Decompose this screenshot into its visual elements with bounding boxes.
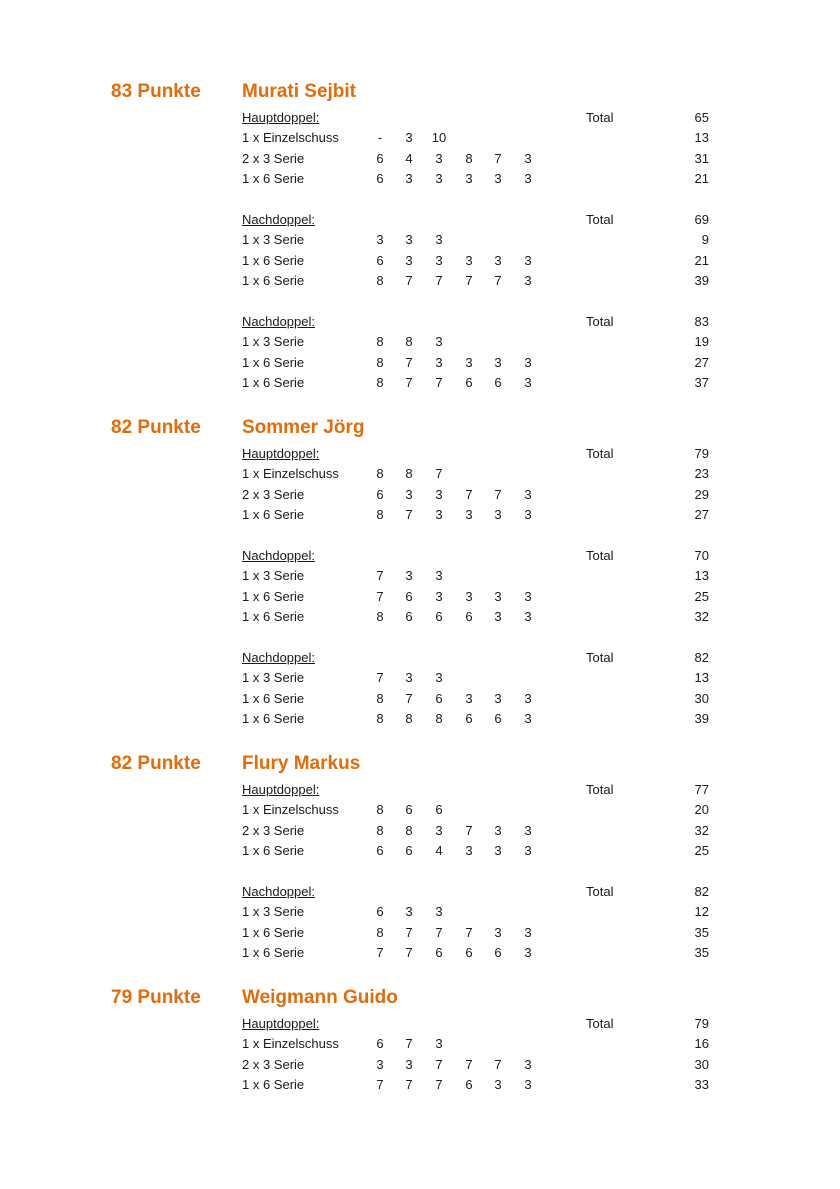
shooter-section [0, 986, 840, 1096]
shooter-header [0, 986, 840, 1014]
shot-value: 6 [376, 843, 384, 859]
row-label: 1 x 6 Serie [242, 609, 305, 625]
score-block [0, 444, 840, 526]
shot-value: 3 [405, 252, 413, 268]
row-sum: 33 [694, 1077, 709, 1093]
shot-value: 10 [431, 130, 447, 146]
shot-value: 8 [376, 375, 384, 391]
shot-value: 3 [524, 924, 532, 940]
total-label: Total [586, 211, 614, 227]
shot-value: 3 [465, 588, 473, 604]
row-label: 1 x 6 Serie [242, 375, 305, 391]
shot-value: 7 [405, 273, 413, 289]
shot-value: 3 [435, 150, 443, 166]
score-block [0, 546, 840, 628]
block-title: Hauptdoppel: [242, 1016, 320, 1031]
row-sum: 35 [694, 924, 709, 940]
score-row [0, 902, 840, 922]
shot-value: 6 [376, 1036, 384, 1052]
shot-value: 7 [435, 1077, 443, 1093]
shot-value: 7 [465, 1056, 473, 1072]
shot-value: 6 [405, 609, 413, 625]
shot-value: 3 [524, 822, 532, 838]
block-title: Nachdoppel: [242, 211, 315, 227]
shot-value: 7 [494, 150, 502, 166]
row-sum: 37 [694, 375, 709, 391]
row-sum: 27 [694, 354, 709, 370]
shot-value: 3 [524, 1056, 532, 1072]
shot-value: 7 [435, 375, 443, 391]
shooter-points: 82 Punkte [111, 753, 201, 774]
shot-value: 3 [435, 904, 443, 920]
block-spacer [0, 292, 840, 312]
shot-value: 3 [524, 486, 532, 502]
shot-value: 3 [465, 843, 473, 859]
row-sum: 32 [694, 822, 709, 838]
shot-value: 3 [435, 1036, 443, 1052]
shooter-name: Sommer Jörg [242, 417, 365, 438]
shot-value: 3 [494, 690, 502, 706]
shot-value: 8 [376, 273, 384, 289]
shot-value: 3 [524, 1077, 532, 1093]
shot-value: 3 [435, 822, 443, 838]
row-sum: 32 [694, 609, 709, 625]
row-sum: 16 [694, 1036, 709, 1052]
row-label: 2 x 3 Serie [242, 1056, 305, 1072]
row-sum: 29 [694, 486, 709, 502]
row-label: 2 x 3 Serie [242, 150, 305, 166]
shot-value: 7 [435, 273, 443, 289]
shot-value: 7 [376, 568, 384, 584]
shot-value: 3 [405, 130, 413, 146]
row-label: 1 x 6 Serie [242, 924, 305, 940]
block-total: 82 [694, 883, 709, 899]
shot-value: 3 [435, 486, 443, 502]
shot-value: 3 [494, 924, 502, 940]
score-block [0, 210, 840, 292]
total-label: Total [586, 547, 614, 563]
row-label: 1 x 6 Serie [242, 945, 305, 961]
score-row [0, 169, 840, 189]
shot-value: 6 [435, 945, 443, 961]
shot-value: 6 [494, 945, 502, 961]
block-title-row [0, 210, 840, 230]
row-label: 1 x 6 Serie [242, 711, 305, 727]
row-sum: 39 [694, 711, 709, 727]
shot-value: 3 [494, 507, 502, 523]
shot-value: - [377, 130, 383, 146]
row-sum: 30 [694, 1056, 709, 1072]
shooter-header [0, 416, 840, 444]
shot-value: 3 [524, 273, 532, 289]
row-sum: 27 [694, 507, 709, 523]
shot-value: 8 [376, 354, 384, 370]
row-label: 1 x 6 Serie [242, 1077, 305, 1093]
row-label: 1 x 3 Serie [242, 904, 305, 920]
score-row [0, 709, 840, 729]
shot-value: 3 [524, 171, 532, 187]
shot-value: 3 [435, 588, 443, 604]
shot-value: 7 [405, 690, 413, 706]
shot-value: 3 [376, 232, 384, 248]
row-sum: 21 [694, 171, 709, 187]
row-sum: 23 [694, 466, 709, 482]
total-label: Total [586, 446, 614, 461]
total-label: Total [586, 1016, 614, 1031]
block-title-row [0, 546, 840, 566]
score-block [0, 648, 840, 730]
shot-value: 7 [494, 486, 502, 502]
score-row [0, 230, 840, 250]
shot-value: 3 [494, 354, 502, 370]
row-label: 1 x 6 Serie [242, 690, 305, 706]
shot-value: 8 [376, 609, 384, 625]
block-title-row [0, 444, 840, 464]
shot-value: 3 [405, 1056, 413, 1072]
shot-value: 7 [405, 945, 413, 961]
shot-value: 7 [494, 1056, 502, 1072]
row-label: 1 x 3 Serie [242, 568, 305, 584]
block-total: 77 [694, 782, 709, 797]
block-total: 79 [694, 446, 709, 461]
score-row [0, 464, 840, 484]
shot-value: 3 [524, 690, 532, 706]
row-sum: 21 [694, 252, 709, 268]
row-label: 1 x Einzelschuss [242, 466, 339, 482]
shot-value: 6 [405, 843, 413, 859]
row-sum: 20 [694, 802, 709, 818]
shot-value: 6 [465, 1077, 473, 1093]
shooter-header [0, 752, 840, 780]
row-sum: 25 [694, 588, 709, 604]
shot-value: 3 [435, 568, 443, 584]
score-row [0, 821, 840, 841]
shooter-name: Murati Sejbit [242, 81, 357, 102]
total-label: Total [586, 883, 614, 899]
shot-value: 8 [465, 150, 473, 166]
score-block [0, 1014, 840, 1096]
shot-value: 8 [376, 466, 384, 482]
row-label: 2 x 3 Serie [242, 822, 305, 838]
block-title: Nachdoppel: [242, 313, 315, 329]
row-label: 1 x 6 Serie [242, 588, 305, 604]
score-row [0, 943, 840, 963]
shot-value: 3 [405, 904, 413, 920]
shot-value: 6 [376, 252, 384, 268]
shot-value: 6 [465, 711, 473, 727]
shot-value: 4 [405, 150, 413, 166]
row-label: 1 x 6 Serie [242, 171, 305, 187]
row-label: 1 x 3 Serie [242, 232, 305, 248]
block-title-row [0, 780, 840, 800]
total-label: Total [586, 313, 614, 329]
shooter-name: Weigmann Guido [242, 987, 398, 1008]
shot-value: 6 [494, 375, 502, 391]
shot-value: 3 [405, 670, 413, 686]
shot-value: 7 [465, 273, 473, 289]
block-title: Hauptdoppel: [242, 782, 320, 797]
block-title: Nachdoppel: [242, 547, 315, 563]
shooter-header [0, 80, 840, 108]
block-spacer [0, 628, 840, 648]
row-sum: 39 [694, 273, 709, 289]
shot-value: 4 [435, 843, 443, 859]
shot-value: 3 [524, 354, 532, 370]
score-row [0, 1034, 840, 1054]
row-sum: 13 [694, 568, 709, 584]
score-row [0, 587, 840, 607]
shot-value: 3 [465, 171, 473, 187]
score-row [0, 668, 840, 688]
shot-value: 3 [435, 670, 443, 686]
shot-value: 3 [405, 232, 413, 248]
shot-value: 8 [376, 822, 384, 838]
shooter-section [0, 416, 840, 729]
shot-value: 7 [376, 945, 384, 961]
shot-value: 8 [405, 334, 413, 350]
shot-value: 6 [494, 711, 502, 727]
row-sum: 13 [694, 130, 709, 146]
shot-value: 3 [494, 588, 502, 604]
block-total: 65 [694, 110, 709, 125]
block-title-row [0, 312, 840, 332]
row-label: 1 x Einzelschuss [242, 802, 339, 818]
shot-value: 8 [435, 711, 443, 727]
shot-value: 3 [435, 334, 443, 350]
shot-value: 3 [524, 507, 532, 523]
block-total: 79 [694, 1016, 709, 1031]
score-row [0, 1075, 840, 1095]
score-row [0, 485, 840, 505]
score-row [0, 841, 840, 861]
row-label: 1 x 6 Serie [242, 354, 305, 370]
shot-value: 7 [405, 375, 413, 391]
shot-value: 6 [405, 588, 413, 604]
shot-value: 3 [465, 690, 473, 706]
shot-value: 6 [405, 802, 413, 818]
score-block [0, 780, 840, 862]
shooter-section [0, 752, 840, 964]
row-sum: 35 [694, 945, 709, 961]
shot-value: 3 [435, 171, 443, 187]
shot-value: 3 [494, 843, 502, 859]
shot-value: 3 [435, 507, 443, 523]
block-title-row [0, 1014, 840, 1034]
shot-value: 8 [376, 711, 384, 727]
score-row [0, 607, 840, 627]
score-block [0, 108, 840, 190]
shot-value: 7 [465, 924, 473, 940]
shooter-section [0, 80, 840, 393]
total-label: Total [586, 649, 614, 665]
score-row [0, 353, 840, 373]
score-row [0, 689, 840, 709]
shot-value: 6 [376, 486, 384, 502]
shot-value: 7 [376, 588, 384, 604]
shot-value: 8 [376, 507, 384, 523]
row-sum: 19 [694, 334, 709, 350]
block-spacer [0, 862, 840, 882]
shot-value: 7 [405, 507, 413, 523]
shot-value: 3 [494, 822, 502, 838]
score-row [0, 1055, 840, 1075]
shot-value: 6 [376, 150, 384, 166]
score-row [0, 505, 840, 525]
shot-value: 3 [465, 354, 473, 370]
shot-value: 7 [435, 1056, 443, 1072]
shot-value: 3 [376, 1056, 384, 1072]
shot-value: 6 [435, 609, 443, 625]
score-row [0, 800, 840, 820]
block-title: Nachdoppel: [242, 649, 315, 665]
shot-value: 7 [494, 273, 502, 289]
row-sum: 13 [694, 670, 709, 686]
block-title-row [0, 648, 840, 668]
shot-value: 3 [524, 588, 532, 604]
block-title: Hauptdoppel: [242, 110, 320, 125]
shot-value: 7 [376, 1077, 384, 1093]
score-row [0, 923, 840, 943]
shot-value: 3 [524, 711, 532, 727]
shot-value: 6 [435, 802, 443, 818]
row-sum: 25 [694, 843, 709, 859]
score-row [0, 271, 840, 291]
row-label: 1 x 6 Serie [242, 843, 305, 859]
shooter-points: 79 Punkte [111, 987, 201, 1008]
shot-value: 7 [465, 822, 473, 838]
shot-value: 6 [376, 171, 384, 187]
score-row [0, 373, 840, 393]
score-row [0, 251, 840, 271]
shot-value: 7 [435, 924, 443, 940]
row-label: 1 x 3 Serie [242, 670, 305, 686]
shot-value: 3 [435, 354, 443, 370]
score-row [0, 128, 840, 148]
shooter-points: 82 Punkte [111, 417, 201, 438]
shot-value: 3 [494, 1077, 502, 1093]
total-label: Total [586, 110, 614, 125]
shot-value: 8 [405, 711, 413, 727]
row-sum: 30 [694, 690, 709, 706]
shot-value: 3 [494, 609, 502, 625]
shot-value: 7 [405, 1036, 413, 1052]
shot-value: 3 [524, 375, 532, 391]
row-label: 2 x 3 Serie [242, 486, 305, 502]
block-spacer [0, 526, 840, 546]
shot-value: 6 [435, 690, 443, 706]
shot-value: 3 [524, 609, 532, 625]
block-title: Hauptdoppel: [242, 446, 320, 461]
shot-value: 3 [524, 843, 532, 859]
row-label: 1 x 6 Serie [242, 252, 305, 268]
shot-value: 7 [405, 924, 413, 940]
block-total: 69 [694, 211, 709, 227]
block-total: 83 [694, 313, 709, 329]
shot-value: 8 [376, 334, 384, 350]
shot-value: 3 [494, 171, 502, 187]
row-label: 1 x Einzelschuss [242, 130, 339, 146]
score-row [0, 566, 840, 586]
shot-value: 8 [405, 822, 413, 838]
row-sum: 31 [694, 150, 709, 166]
shot-value: 3 [524, 150, 532, 166]
shot-value: 3 [465, 507, 473, 523]
shot-value: 3 [524, 945, 532, 961]
shot-value: 3 [405, 568, 413, 584]
shot-value: 8 [376, 924, 384, 940]
row-label: 1 x 6 Serie [242, 273, 305, 289]
shooter-name: Flury Markus [242, 753, 361, 774]
block-total: 82 [694, 649, 709, 665]
score-row [0, 149, 840, 169]
row-label: 1 x 6 Serie [242, 507, 305, 523]
block-title: Nachdoppel: [242, 883, 315, 899]
shot-value: 3 [405, 486, 413, 502]
row-sum: 12 [694, 904, 709, 920]
block-spacer [0, 190, 840, 210]
shot-value: 8 [405, 466, 413, 482]
shot-value: 6 [465, 945, 473, 961]
shot-value: 8 [376, 802, 384, 818]
block-title-row [0, 882, 840, 902]
shot-value: 3 [494, 252, 502, 268]
shot-value: 3 [405, 171, 413, 187]
shot-value: 3 [435, 252, 443, 268]
score-row [0, 332, 840, 352]
shot-value: 8 [376, 690, 384, 706]
row-sum: 9 [701, 232, 709, 248]
shot-value: 7 [465, 486, 473, 502]
shooter-points: 83 Punkte [111, 81, 201, 102]
score-block [0, 882, 840, 964]
shot-value: 7 [435, 466, 443, 482]
shot-value: 6 [465, 609, 473, 625]
row-label: 1 x Einzelschuss [242, 1036, 339, 1052]
shot-value: 7 [376, 670, 384, 686]
shot-value: 6 [376, 904, 384, 920]
shot-value: 3 [465, 252, 473, 268]
total-label: Total [586, 782, 614, 797]
shot-value: 7 [405, 1077, 413, 1093]
score-block [0, 312, 840, 394]
shot-value: 6 [465, 375, 473, 391]
row-label: 1 x 3 Serie [242, 334, 305, 350]
shot-value: 7 [405, 354, 413, 370]
shot-value: 3 [524, 252, 532, 268]
shot-value: 3 [435, 232, 443, 248]
block-total: 70 [694, 547, 709, 563]
block-title-row [0, 108, 840, 128]
